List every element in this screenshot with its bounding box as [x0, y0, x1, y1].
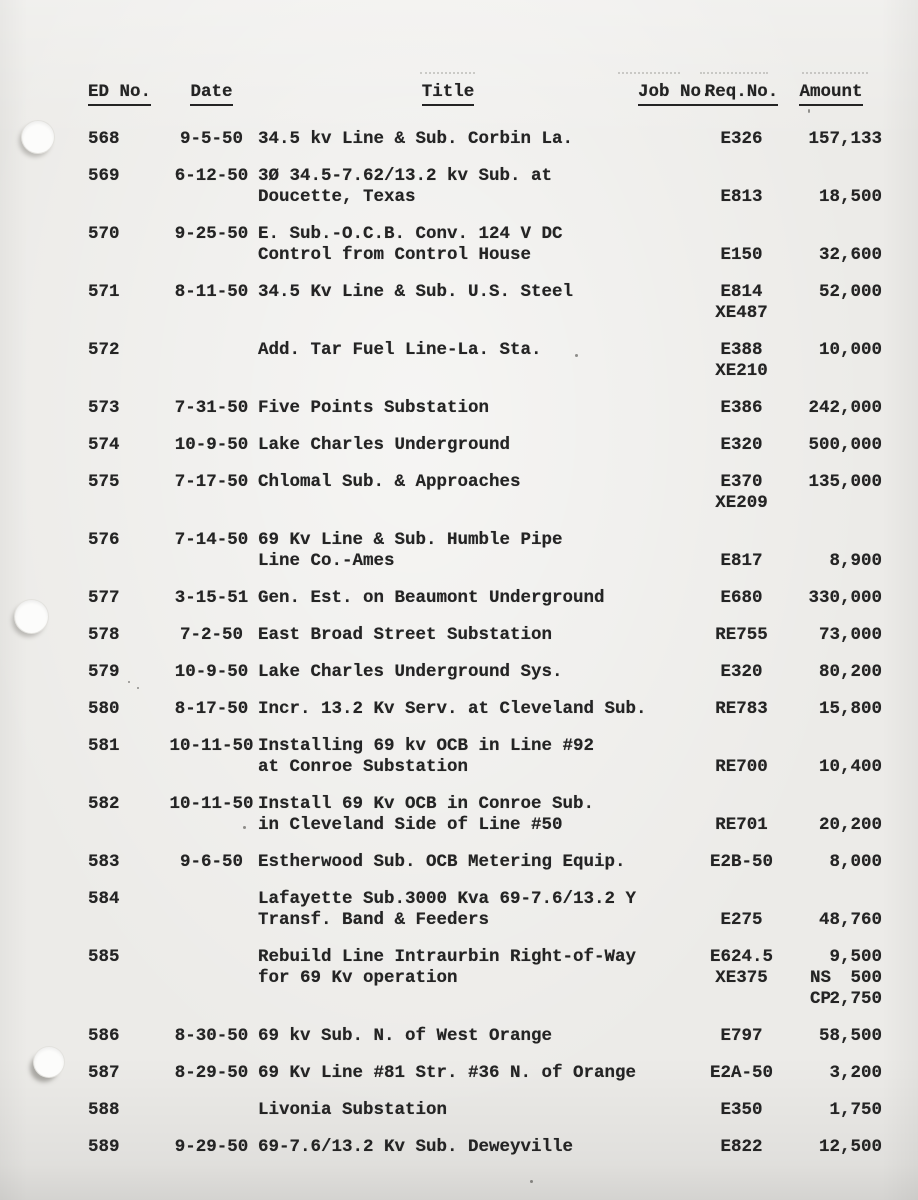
- ed-no-cell: 580: [88, 699, 120, 719]
- req-no-cell: E817: [720, 551, 763, 571]
- date-cell: 8-11-50: [174, 282, 249, 302]
- req-no-cell: E150: [720, 245, 763, 265]
- table-row: [88, 889, 918, 931]
- ed-no-cell: 571: [88, 282, 120, 302]
- ed-no-cell: 577: [88, 588, 120, 608]
- date-cell: 10-9-50: [174, 435, 249, 455]
- amount-cell: [780, 625, 882, 646]
- ed-no-cell: 587: [88, 1063, 120, 1083]
- table-line: [88, 1026, 918, 1047]
- amount-value: 2,750: [829, 989, 882, 1009]
- table-row: [88, 398, 918, 419]
- punch-hole: [21, 120, 55, 154]
- ledger-body: [88, 129, 918, 1158]
- table-row: [88, 625, 918, 646]
- scan-artifact: [808, 109, 810, 113]
- ed-no-cell: 569: [88, 166, 120, 186]
- title-cell: Gen. Est. on Beaumont Underground: [258, 588, 605, 608]
- date-cell: 3-15-51: [174, 588, 249, 608]
- amount-cell: [780, 245, 882, 266]
- scan-artifact: [618, 72, 680, 74]
- req-no-cell: XE209: [715, 493, 768, 513]
- header-title: Title: [422, 82, 475, 106]
- amount-value: 32,600: [818, 245, 882, 265]
- amount-value: 1,750: [829, 1100, 882, 1120]
- req-no-cell: E386: [720, 398, 763, 418]
- table-row: [88, 662, 918, 683]
- ed-no-cell: 588: [88, 1100, 120, 1120]
- date-cell: 9-25-50: [174, 224, 249, 244]
- scan-artifact: [700, 72, 768, 74]
- amount-cell: [780, 1026, 882, 1047]
- req-no-cell: XE375: [715, 968, 768, 988]
- table-line: [88, 794, 918, 815]
- date-cell: 7-2-50: [179, 625, 243, 645]
- title-cell: Lake Charles Underground Sys.: [258, 662, 563, 682]
- table-row: [88, 852, 918, 873]
- title-cell: Chlomal Sub. & Approaches: [258, 472, 521, 492]
- title-cell: E. Sub.-O.C.B. Conv. 124 V DC: [258, 224, 563, 244]
- date-cell: 6-12-50: [174, 166, 249, 186]
- amount-value: 52,000: [818, 282, 882, 302]
- amount-cell: [780, 989, 882, 1010]
- req-no-cell: RE783: [715, 699, 768, 719]
- req-no-cell: RE755: [715, 625, 768, 645]
- amount-prefix: CP: [810, 989, 832, 1009]
- req-no-cell: XE487: [715, 303, 768, 323]
- req-no-cell: E797: [720, 1026, 763, 1046]
- req-no-cell: E624.5: [709, 947, 773, 967]
- ed-no-cell: 578: [88, 625, 120, 645]
- table-row: [88, 699, 918, 720]
- table-line: [88, 757, 918, 778]
- amount-cell: [780, 1137, 882, 1158]
- title-cell: Add. Tar Fuel Line-La. Sta.: [258, 340, 542, 360]
- title-cell: 69-7.6/13.2 Kv Sub. Deweyville: [258, 1137, 574, 1157]
- scan-artifact: [128, 681, 130, 683]
- amount-value: 135,000: [808, 472, 882, 492]
- req-no-cell: E370: [720, 472, 763, 492]
- header-req-no-cell: [703, 82, 780, 106]
- date-cell: 8-30-50: [174, 1026, 249, 1046]
- table-line: [88, 166, 918, 187]
- table-row: [88, 435, 918, 456]
- title-cell: Installing 69 kv OCB in Line #92: [258, 736, 595, 756]
- date-cell: 8-17-50: [174, 699, 249, 719]
- title-cell: 69 kv Sub. N. of West Orange: [258, 1026, 553, 1046]
- amount-cell: [780, 129, 882, 150]
- req-no-cell: E814: [720, 282, 763, 302]
- table-line: [88, 530, 918, 551]
- req-no-cell: RE701: [715, 815, 768, 835]
- table-row: [88, 472, 918, 514]
- punch-hole: [33, 1046, 65, 1078]
- title-cell: for 69 Kv operation: [258, 968, 458, 988]
- req-no-cell: E813: [720, 187, 763, 207]
- scan-artifact: [802, 72, 868, 74]
- ed-no-cell: 568: [88, 129, 120, 149]
- table-line: [88, 947, 918, 968]
- table-row: [88, 794, 918, 836]
- amount-value: 12,500: [818, 1137, 882, 1157]
- amount-value: 8,000: [829, 852, 882, 872]
- amount-value: 3,200: [829, 1063, 882, 1083]
- header-date: Date: [190, 82, 232, 106]
- header-amount-cell: [780, 82, 882, 106]
- amount-value: 80,200: [818, 662, 882, 682]
- title-cell: Install 69 Kv OCB in Conroe Sub.: [258, 794, 595, 814]
- amount-value: 58,500: [818, 1026, 882, 1046]
- table-row: [88, 129, 918, 150]
- date-cell: 7-31-50: [174, 398, 249, 418]
- amount-value: 157,133: [808, 129, 882, 149]
- title-cell: 69 Kv Line #81 Str. #36 N. of Orange: [258, 1063, 637, 1083]
- table-row: [88, 1063, 918, 1084]
- amount-cell: [780, 662, 882, 683]
- title-cell: Livonia Substation: [258, 1100, 448, 1120]
- amount-cell: [780, 187, 882, 208]
- title-cell: 34.5 kv Line & Sub. Corbin La.: [258, 129, 574, 149]
- ed-no-cell: 589: [88, 1137, 120, 1157]
- ed-no-cell: 582: [88, 794, 120, 814]
- amount-value: 20,200: [818, 815, 882, 835]
- date-cell: 7-14-50: [174, 530, 249, 550]
- table-line: [88, 551, 918, 572]
- scan-artifact: [420, 72, 475, 74]
- table-line: [88, 910, 918, 931]
- table-line: [88, 472, 918, 493]
- table-row: [88, 530, 918, 572]
- table-line: [88, 1137, 918, 1158]
- amount-value: 15,800: [818, 699, 882, 719]
- table-header-row: [88, 82, 918, 107]
- req-no-cell: E2B-50: [709, 852, 773, 872]
- punch-hole: [14, 599, 49, 634]
- table-row: [88, 340, 918, 382]
- amount-value: 8,900: [829, 551, 882, 571]
- amount-cell: [780, 757, 882, 778]
- req-no-cell: E388: [720, 340, 763, 360]
- ed-no-cell: 573: [88, 398, 120, 418]
- ed-no-cell: 584: [88, 889, 120, 909]
- amount-cell: [780, 1100, 882, 1121]
- title-cell: 3Ø 34.5-7.62/13.2 kv Sub. at: [258, 166, 553, 186]
- amount-cell: [780, 815, 882, 836]
- table-row: [88, 1026, 918, 1047]
- header-job-no: Job No.: [638, 82, 712, 106]
- req-no-cell: E680: [720, 588, 763, 608]
- req-no-cell: E326: [720, 129, 763, 149]
- req-no-cell: E350: [720, 1100, 763, 1120]
- date-cell: 10-11-50: [169, 794, 254, 814]
- date-cell: 10-11-50: [169, 736, 254, 756]
- table-line: [88, 852, 918, 873]
- title-cell: Line Co.-Ames: [258, 551, 395, 571]
- date-cell: 8-29-50: [174, 1063, 249, 1083]
- table-row: [88, 282, 918, 324]
- amount-value: 10,400: [818, 757, 882, 777]
- table-line: [88, 224, 918, 245]
- table-row: [88, 224, 918, 266]
- amount-cell: [780, 699, 882, 720]
- ed-no-cell: 576: [88, 530, 120, 550]
- amount-prefix: NS: [810, 968, 832, 988]
- title-cell: Control from Control House: [258, 245, 532, 265]
- table-row: [88, 736, 918, 778]
- table-line: [88, 398, 918, 419]
- ed-no-cell: 585: [88, 947, 120, 967]
- amount-value: 18,500: [818, 187, 882, 207]
- amount-cell: [780, 852, 882, 873]
- table-line: [88, 245, 918, 266]
- title-cell: Transf. Band & Feeders: [258, 910, 490, 930]
- table-line: [88, 736, 918, 757]
- ed-no-cell: 579: [88, 662, 120, 682]
- amount-cell: [780, 947, 882, 968]
- amount-cell: [780, 551, 882, 572]
- title-cell: Estherwood Sub. OCB Metering Equip.: [258, 852, 626, 872]
- table-line: [88, 1100, 918, 1121]
- date-cell: 9-5-50: [179, 129, 243, 149]
- req-no-cell: XE210: [715, 361, 768, 381]
- header-amount: Amount: [799, 82, 862, 106]
- table-line: [88, 1063, 918, 1084]
- amount-value: 242,000: [808, 398, 882, 418]
- ed-no-cell: 574: [88, 435, 120, 455]
- req-no-cell: E2A-50: [709, 1063, 773, 1083]
- date-cell: 7-17-50: [174, 472, 249, 492]
- table-line: [88, 187, 918, 208]
- table-line: [88, 968, 918, 989]
- title-cell: 69 Kv Line & Sub. Humble Pipe: [258, 530, 563, 550]
- ed-no-cell: 572: [88, 340, 120, 360]
- amount-cell: [780, 282, 882, 303]
- amount-cell: [780, 398, 882, 419]
- table-line: [88, 699, 918, 720]
- scan-artifact: [137, 687, 139, 689]
- req-no-cell: E822: [720, 1137, 763, 1157]
- amount-cell: [780, 588, 882, 609]
- req-no-cell: RE700: [715, 757, 768, 777]
- amount-cell: [780, 472, 882, 493]
- table-row: [88, 1137, 918, 1158]
- amount-value: 73,000: [818, 625, 882, 645]
- amount-value: 500: [850, 968, 882, 988]
- table-line: [88, 588, 918, 609]
- title-cell: at Conroe Substation: [258, 757, 469, 777]
- header-title-cell: [258, 82, 638, 106]
- ed-no-cell: 575: [88, 472, 120, 492]
- amount-cell: [780, 435, 882, 456]
- header-job-no-cell: [638, 82, 712, 106]
- scan-artifact: [575, 354, 578, 357]
- req-no-cell: E320: [720, 435, 763, 455]
- header-date-cell: [165, 82, 258, 106]
- table-line: [88, 889, 918, 910]
- title-cell: Doucette, Texas: [258, 187, 416, 207]
- header-ed-no: ED No.: [88, 82, 151, 106]
- table-line: [88, 282, 918, 303]
- table-line: [88, 129, 918, 150]
- amount-value: 48,760: [818, 910, 882, 930]
- req-no-cell: E275: [720, 910, 763, 930]
- table-line: [88, 493, 918, 514]
- table-line: [88, 989, 918, 1010]
- amount-value: 9,500: [829, 947, 882, 967]
- amount-cell: [780, 910, 882, 931]
- table-row: [88, 588, 918, 609]
- req-no-cell: E320: [720, 662, 763, 682]
- table-line: [88, 435, 918, 456]
- date-cell: 9-29-50: [174, 1137, 249, 1157]
- amount-cell: [780, 340, 882, 361]
- table-line: [88, 662, 918, 683]
- title-cell: Lafayette Sub.3000 Kva 69-7.6/13.2 Y: [258, 889, 637, 909]
- table-line: [88, 625, 918, 646]
- scan-artifact: [530, 1180, 533, 1183]
- table-row: [88, 947, 918, 1010]
- table-row: [88, 166, 918, 208]
- amount-cell: [780, 1063, 882, 1084]
- title-cell: in Cleveland Side of Line #50: [258, 815, 563, 835]
- title-cell: 34.5 Kv Line & Sub. U.S. Steel: [258, 282, 574, 302]
- table-row: [88, 1100, 918, 1121]
- ed-no-cell: 586: [88, 1026, 120, 1046]
- title-cell: Incr. 13.2 Kv Serv. at Cleveland Sub.: [258, 699, 647, 719]
- title-cell: Five Points Substation: [258, 398, 490, 418]
- ed-no-cell: 570: [88, 224, 120, 244]
- ed-no-cell: 583: [88, 852, 120, 872]
- date-cell: 9-6-50: [179, 852, 243, 872]
- table-line: [88, 340, 918, 361]
- ledger-table: [88, 82, 918, 1158]
- amount-value: 500,000: [808, 435, 882, 455]
- table-line: [88, 361, 918, 382]
- ed-no-cell: 581: [88, 736, 120, 756]
- date-cell: 10-9-50: [174, 662, 249, 682]
- title-cell: Lake Charles Underground: [258, 435, 511, 455]
- table-line: [88, 815, 918, 836]
- header-req-no: Req.No.: [705, 82, 779, 106]
- header-ed-no-cell: [88, 82, 165, 106]
- amount-value: 10,000: [818, 340, 882, 360]
- scan-artifact: [243, 826, 246, 829]
- table-line: [88, 303, 918, 324]
- amount-cell: [780, 968, 882, 989]
- title-cell: East Broad Street Substation: [258, 625, 553, 645]
- amount-value: 330,000: [808, 588, 882, 608]
- title-cell: Rebuild Line Intraurbin Right-of-Way: [258, 947, 637, 967]
